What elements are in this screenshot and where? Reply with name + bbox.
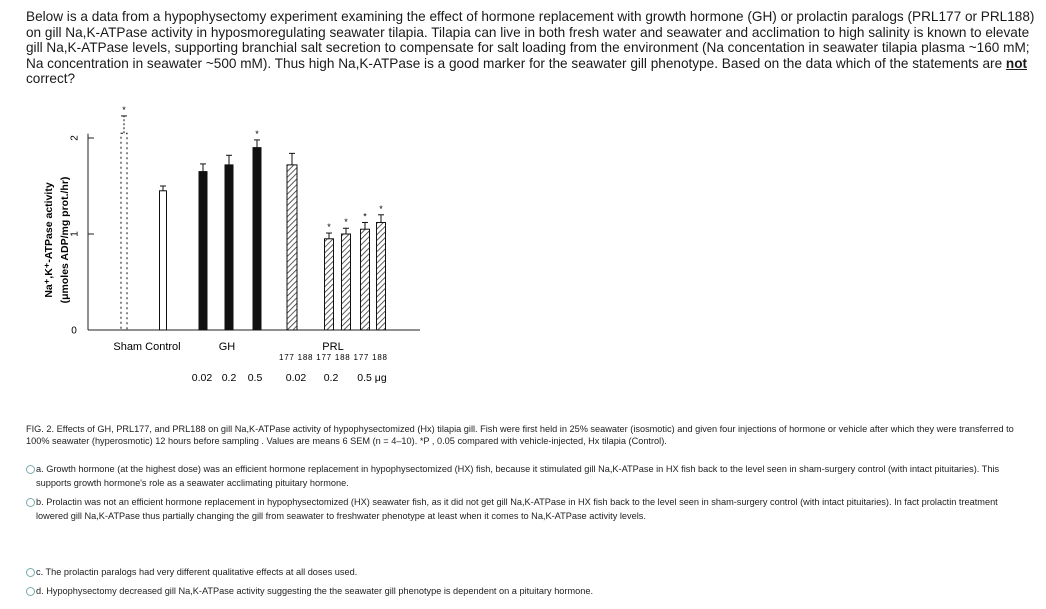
option-d-text: d. Hypophysectomy decreased gill Na,K-ATPase activity suggesting the the seawater gill phenotype is dependent on a pituitary hormone. <box>36 586 594 596</box>
radio-a[interactable] <box>26 465 35 474</box>
significance-star: * <box>344 217 348 228</box>
option-a-text: a. Growth hormone (at the highest dose) was an efficient hormone replacement in hypophysectomized (HX) fish, because it stimulated gill Na,K-ATPase in HX fish back to the level seen in sham-surgery control (with intact pituitaries). This supports growth hormone's role as a seawater acclimating pituitary hormone. <box>36 464 1000 488</box>
y-tick-label: 1 <box>69 231 81 237</box>
dose-label: 0.02 <box>285 372 307 384</box>
option-b[interactable] <box>26 496 1031 523</box>
option-d[interactable] <box>26 585 1031 599</box>
bar <box>160 191 167 330</box>
option-c[interactable] <box>26 566 1031 580</box>
option-b-text: b. Prolactin was not an efficient hormone replacement in hypophysectomized (HX) seawater fish, as it did not get gill Na,K-ATPase in HX fish back to the level seen in sham-surgery control (with intact pituitaries). In fact prolactin treatment lowered gill Na,K-ATPase thus partially changing the gill from seawater to freshwater phenotype at least when it comes to Na,K-ATPase activity levels. <box>36 497 998 521</box>
bar <box>253 148 261 330</box>
y-tick-label: 2 <box>69 135 81 141</box>
bar <box>377 222 386 330</box>
dose-label: 0.02 <box>191 372 213 384</box>
y-tick-label: 0 <box>71 325 77 337</box>
dose-label: 0.5 μg <box>357 372 387 384</box>
bar <box>225 165 233 330</box>
significance-star: * <box>327 222 331 233</box>
bar <box>121 133 127 330</box>
bar <box>325 239 334 330</box>
significance-star: * <box>379 203 383 214</box>
dose-label: 0.5 <box>247 372 263 384</box>
significance-star: * <box>255 128 259 139</box>
question-text-before: Below is a data from a hypophysectomy experiment examining the effect of hormone replacement with growth hormone (GH) or prolactin paralogs (PRL177 or PRL188) on gill Na,K-ATPase activity in hyposmoregulating seawater tilapia. Tilapia can live in both fresh water and seawater and acclimation to high salinity is known to elevate gill Na,K-ATPase levels, supporting branchial salt secretion to compensate for salt loading from the environment (Na concentation in seawater tilapia plasma ~160 mM; Na concentration in seawater ~500 mM). Thus high Na,K-ATPase is a good marker for the seawater gill phenotype. Based on the data which of the statements are <box>26 9 1035 71</box>
figure-caption: FIG. 2. Effects of GH, PRL177, and PRL188 on gill Na,K-ATPase activity of hypophysectomized (Hx) tilapia gill. Fish were first held in 25% seawater (isosmotic) and given four injections of hormone or vehicle after which they were transferred to 100% seawater (hyperosmotic) 12 hours before sampling . Values are means 6 SEM (n = 4–10). *P , 0.05 compared with vehicle-injected, Hx tilapia (Control). <box>26 424 1014 446</box>
group-label-prl: PRL <box>322 341 344 353</box>
bar <box>287 165 297 330</box>
group-label-gh: GH <box>218 341 236 353</box>
prl-sublabels: 177 188 177 188 177 188 <box>279 353 387 362</box>
group-label-sham: Sham Control <box>113 341 181 353</box>
bar <box>199 172 207 330</box>
question-text-after: correct? <box>26 71 76 87</box>
dose-label: 0.2 <box>221 372 237 384</box>
y-axis-label-line1: Na⁺,K⁺-ATPase activity <box>43 182 55 298</box>
significance-star: * <box>122 104 126 115</box>
significance-star: * <box>363 211 367 222</box>
option-c-text: c. The prolactin paralogs had very different qualitative effects at all doses used. <box>36 567 358 577</box>
dose-label: 0.2 <box>323 372 339 384</box>
radio-b[interactable] <box>26 498 35 507</box>
y-axis-label-line2: (μmoles ADP/mg prot./hr) <box>59 176 71 304</box>
radio-c[interactable] <box>26 568 35 577</box>
bar <box>342 234 351 330</box>
bar <box>361 229 370 330</box>
question-emphasis: not <box>1005 55 1028 71</box>
radio-d[interactable] <box>26 587 35 596</box>
option-a[interactable] <box>26 463 1031 490</box>
